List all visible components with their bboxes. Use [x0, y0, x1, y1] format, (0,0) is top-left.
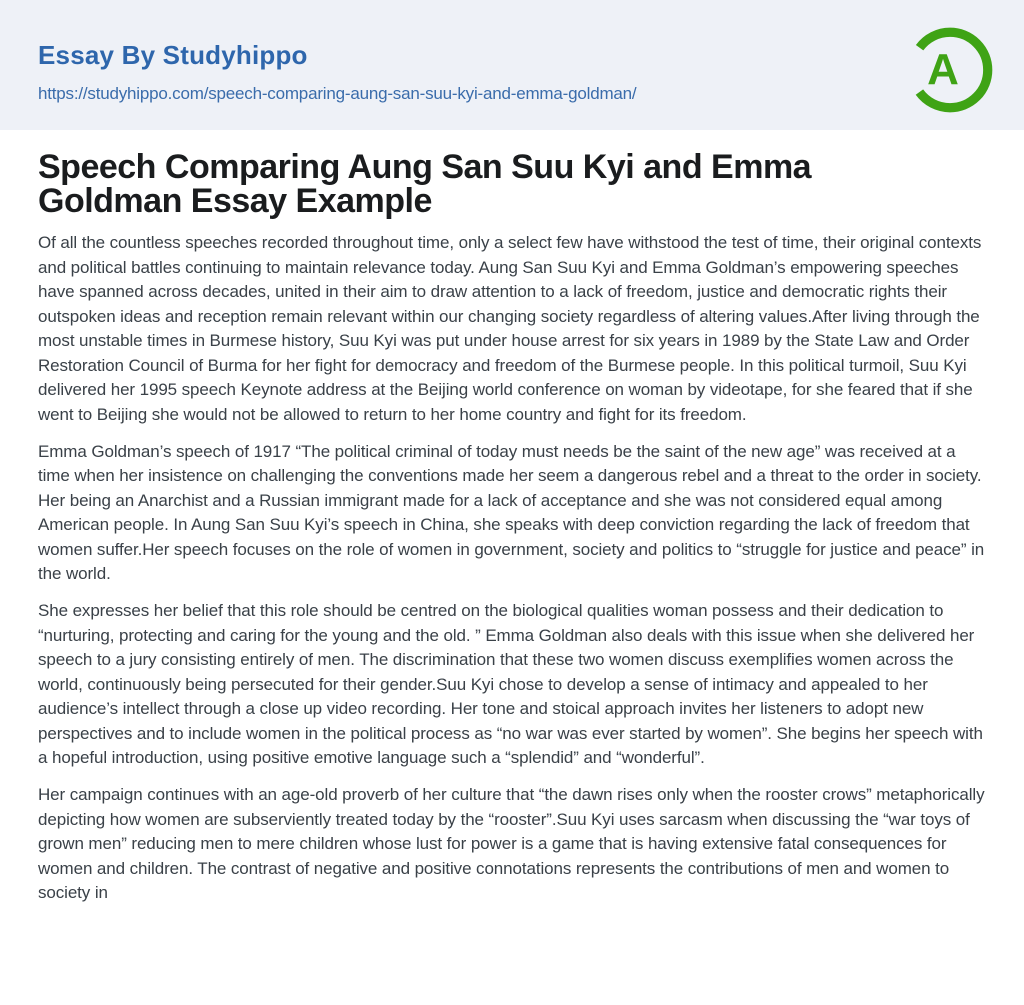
header-text-block: [38, 40, 636, 104]
essay-paragraph-3: She expresses her belief that this role should be centred on the biological qualities woman possess and their dedication to “nurturing, protecting and caring for the young and the old. ” Emma Goldman also deals with this issue when she delivered her speech to a jury consisting entirely of men. The discrimination that these two women discuss exemplifies women across the world, continuously being persecuted for their gender.Suu Kyi chose to develop a sense of intimacy and appealed to her audience’s intellect through a close up video recording. Her tone and stoical approach invites her listeners to adopt new perspectives and to include women in the political process as “no war was ever started by women”. She begins her speech with a hopeful introduction, using positive emotive language such a “splendid” and “wonderful”.: [38, 601, 983, 767]
essay-paragraph-2: Emma Goldman’s speech of 1917 “The political criminal of today must needs be the saint of the new age” was received at a time when her insistence on challenging the conventions made her seem a dangerous rebel and a threat to the order in society. Her being an Anarchist and a Russian immigrant made for a lack of acceptance and she was not considered equal among American people. In Aung San Suu Kyi’s speech in China, she speaks with deep conviction regarding the lack of freedom that women suffer.Her speech focuses on the role of women in government, society and politics to “struggle for justice and peace” in the world.: [38, 441, 985, 583]
essay-article: [0, 130, 1024, 906]
essay-title: [38, 150, 986, 218]
site-title: Essay By Studyhippo: [38, 40, 308, 70]
essay-paragraph-4: Her campaign continues with an age-old proverb of her culture that “the dawn rises only when the rooster crows” metaphorically depicting how women are subserviently treated today by the “rooster”.Suu Kyi uses sarcasm when discussing the “war toys of grown men” reducing men to mere children whose lust for power is a game that is having extensive fatal consequences for women and children. The contrast of negative and positive connotations represents the contributions of men and women to society in: [38, 785, 985, 902]
logo-letter: A: [927, 45, 959, 94]
essay-paragraph-1: Of all the countless speeches recorded throughout time, only a select few have withstood the test of time, their original contexts and political battles continuing to maintain relevance today. Aung San Suu Kyi and Emma Goldman’s empowering speeches have spanned across decades, united in their aim to draw attention to a lack of freedom, justice and democratic rights their outspoken ideas and reception remain relevant within our changing society regardless of altering values.After living through the most unstable times in Burmese history, Suu Kyi was put under house arrest for six years in 1989 by the State Law and Order Restoration Council of Burma for her fight for democracy and freedom of the Burmese people. In this political turmoil, Suu Kyi delivered her 1995 speech Keynote address at the Beijing world conference on woman by videotape, for she feared that if she went to Beijing she would not be allowed to return to her home country and fight for its freedom.: [38, 233, 982, 424]
site-header: [0, 0, 1024, 130]
essay-title-line-1: Speech Comparing Aung San Suu Kyi and Emma: [38, 148, 812, 186]
studyhippo-logo-icon: [904, 24, 996, 116]
essay-title-line-2: Goldman Essay Example: [38, 182, 432, 220]
page-url-link[interactable]: https://studyhippo.com/speech-comparing-aung-san-suu-kyi-and-emma-goldman/: [38, 84, 637, 104]
essay-body: [38, 231, 986, 906]
